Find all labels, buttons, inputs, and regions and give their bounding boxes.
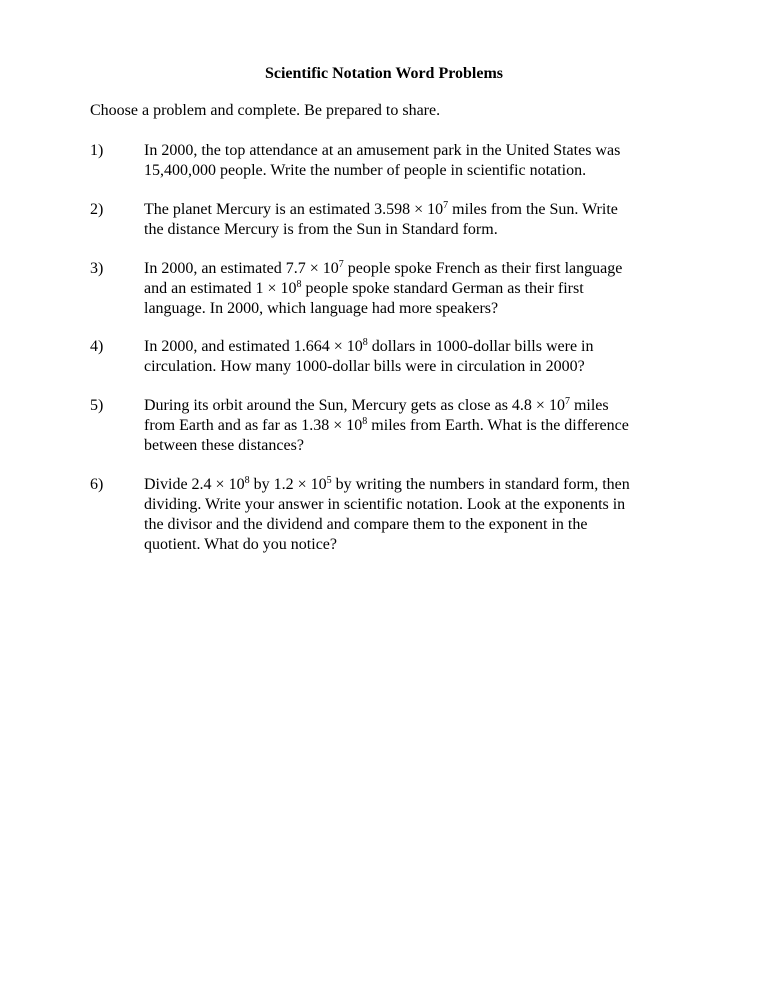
problem-text xyxy=(144,475,714,555)
worksheet-instructions: Choose a problem and complete. Be prepared to share. xyxy=(90,102,441,119)
problem-line: Divide $2.4 \times 10^8$ by $1.2 \times 10^5$ by writing the numbers in standard form, then xyxy=(144,475,630,493)
exponent: 8 xyxy=(244,475,250,486)
problem-number: 1) xyxy=(90,142,104,159)
problem-number: 2) xyxy=(90,201,104,218)
problem-line: The planet Mercury is an estimated $3.598 \times 10^7$ miles from the Sun. Write xyxy=(144,200,618,218)
problem-line: the distance Mercury is from the Sun in Standard form. xyxy=(144,221,498,238)
exponent: 8 xyxy=(362,416,368,427)
exponent: 7 xyxy=(443,200,449,211)
problem-line: 15,400,000 people. Write the number of people in scientific notation. xyxy=(144,162,587,179)
exponent: 8 xyxy=(296,279,302,290)
exponent: 8 xyxy=(362,337,368,348)
exponent: 7 xyxy=(338,259,344,270)
exponent: 5 xyxy=(326,475,332,486)
problem-text xyxy=(144,396,714,456)
problem-line: In 2000, and estimated $1.664 \times 10^8$ dollars in 1000-dollar bills were in xyxy=(144,337,594,355)
problem-line: In 2000, the top attendance at an amusement park in the United States was xyxy=(144,142,621,159)
problem-text xyxy=(144,200,714,240)
problem-line: language. In 2000, which language had more speakers? xyxy=(144,300,499,317)
problem-number: 6) xyxy=(90,476,104,493)
problem-text xyxy=(144,337,714,377)
problem-line: In 2000, an estimated $7.7 \times 10^7$ people spoke French as their first language xyxy=(144,259,623,277)
problem-line: circulation. How many 1000-dollar bills were in circulation in 2000? xyxy=(144,358,585,375)
problem-number: 3) xyxy=(90,260,104,277)
problem-number: 4) xyxy=(90,338,104,355)
problem-line: and an estimated $1 \times 10^8$ people spoke standard German as their first xyxy=(144,279,584,297)
problem-number: 5) xyxy=(90,397,104,414)
problem-line: quotient. What do you notice? xyxy=(144,536,337,553)
exponent: 7 xyxy=(564,396,570,407)
problem-line: During its orbit around the Sun, Mercury gets as close as $4.8 \times 10^7$ miles xyxy=(144,396,609,414)
problem-text xyxy=(144,141,714,181)
problem-line: between these distances? xyxy=(144,437,304,454)
problem-line: the divisor and the dividend and compare them to the exponent in the xyxy=(144,516,588,533)
problem-line: dividing. Write your answer in scientific notation. Look at the exponents in xyxy=(144,496,626,513)
worksheet-title: Scientific Notation Word Problems xyxy=(264,65,504,82)
problem-text xyxy=(144,259,714,319)
problem-line: from Earth and as far as $1.38 \times 10^8$ miles from Earth. What is the difference xyxy=(144,416,629,434)
